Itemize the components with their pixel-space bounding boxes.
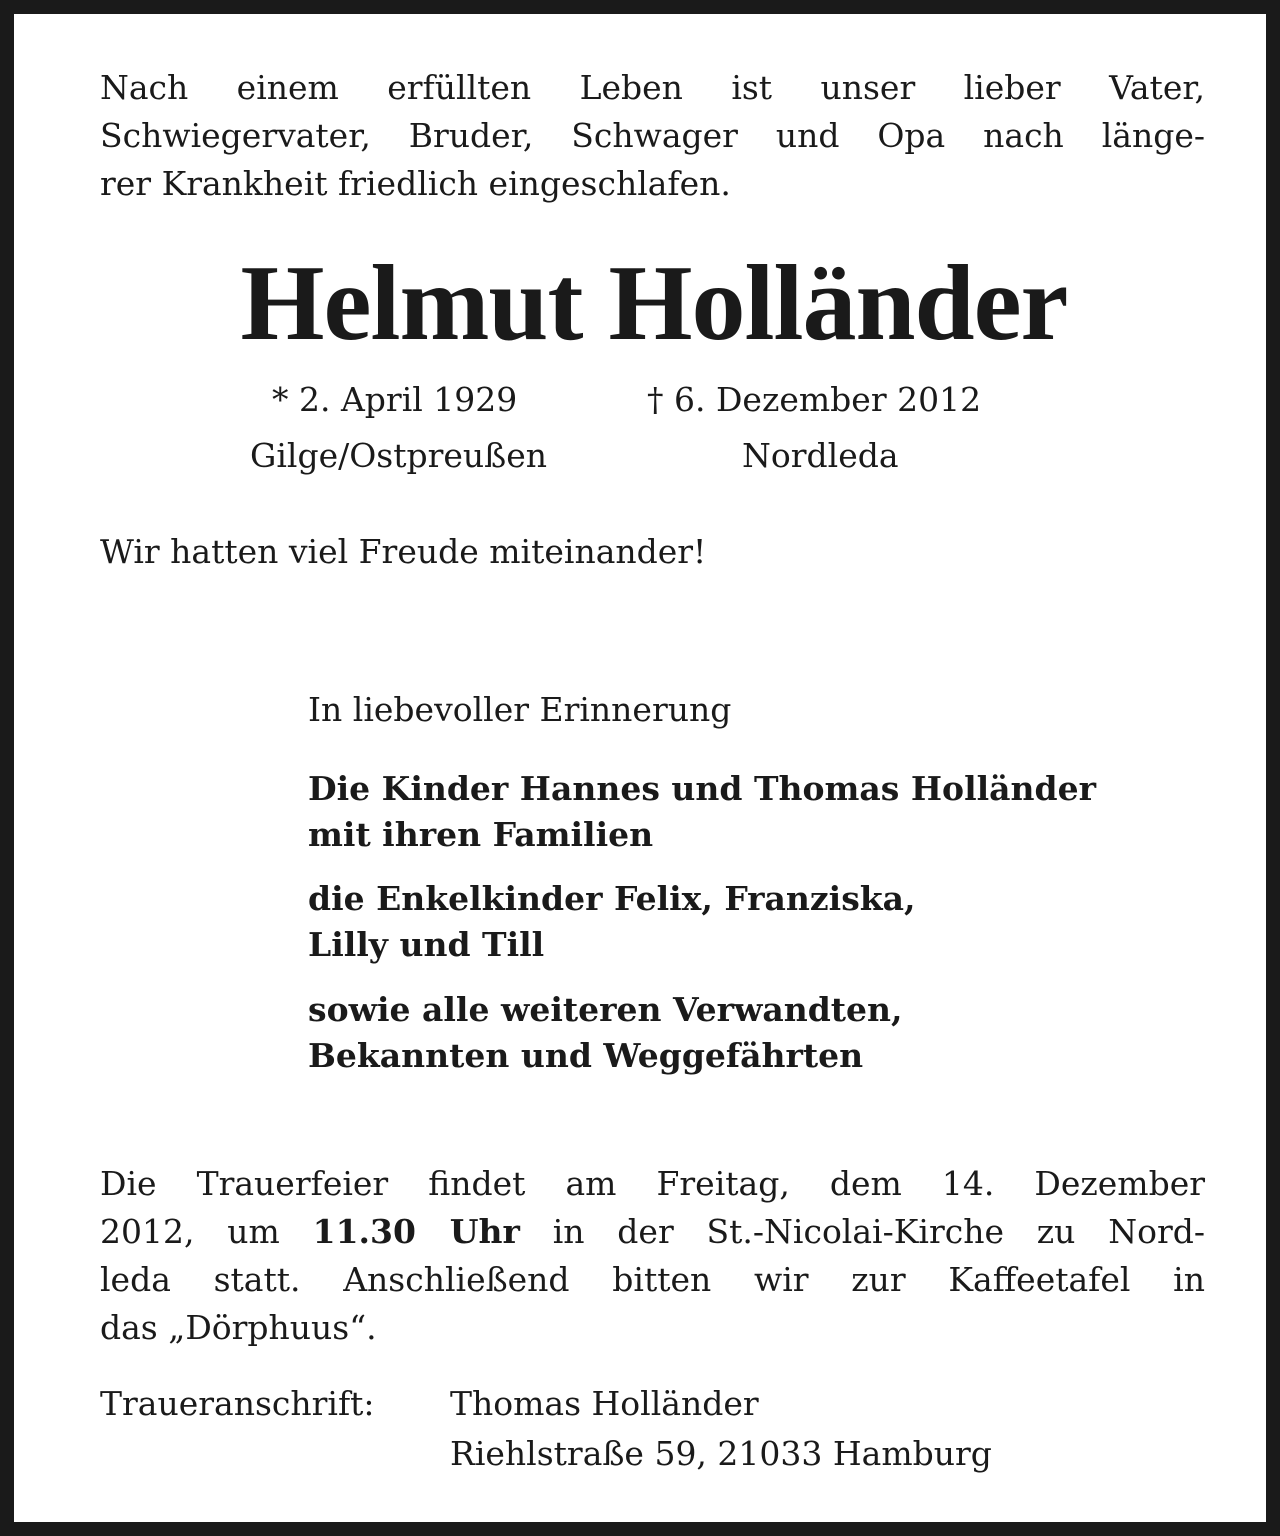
mourner-line: mit ihren Familien — [308, 815, 654, 854]
birth-place: Gilge/Ostpreußen — [250, 436, 547, 475]
mourner-group-children — [308, 766, 1096, 858]
service-line: das „Dörphuus“. — [100, 1308, 377, 1347]
mourner-line: Bekannten und Weggefährten — [308, 1036, 864, 1075]
service-line: Die Trauerfeier findet am Freitag, dem 14. Dezember — [100, 1164, 1205, 1203]
mourner-line: Die Kinder Hannes und Thomas Holländer — [308, 769, 1096, 808]
mourner-line: Lilly und Till — [308, 925, 545, 964]
intro-line: Schwiegervater, Bruder, Schwager und Opa nach länge- — [100, 116, 1205, 155]
service-paragraph — [100, 1160, 1205, 1352]
motto: Wir hatten viel Freude miteinander! — [100, 532, 707, 571]
intro-paragraph — [100, 64, 1205, 208]
intro-line: rer Krankheit friedlich eingeschlafen. — [100, 164, 731, 203]
service-time: 11.30 Uhr — [312, 1212, 520, 1251]
service-text: 2012, um — [100, 1212, 313, 1251]
mourner-group-grandchildren — [308, 876, 916, 968]
deceased-name: Helmut Holländer — [240, 244, 1068, 363]
service-line: leda statt. Anschließend bitten wir zur Kaffeetafel in — [100, 1260, 1205, 1299]
mourners-intro: In liebevoller Erinnerung — [308, 690, 732, 729]
address-street: Riehlstraße 59, 21033 Hamburg — [450, 1434, 992, 1473]
address-label: Traueranschrift: — [100, 1384, 375, 1423]
mourner-line: sowie alle weiteren Verwandten, — [308, 990, 903, 1029]
death-date: † 6. Dezember 2012 — [647, 380, 982, 419]
mourner-line: die Enkelkinder Felix, Franziska, — [308, 879, 916, 918]
address-name: Thomas Holländer — [450, 1384, 759, 1423]
service-line — [100, 1208, 1205, 1256]
birth-date: * 2. April 1929 — [272, 380, 518, 419]
mourner-group-relatives — [308, 987, 903, 1079]
service-text: in der St.-Nicolai-Kirche zu Nord- — [519, 1212, 1206, 1251]
intro-line: Nach einem erfüllten Leben ist unser lieber Vater, — [100, 68, 1205, 107]
death-place: Nordleda — [742, 436, 899, 475]
